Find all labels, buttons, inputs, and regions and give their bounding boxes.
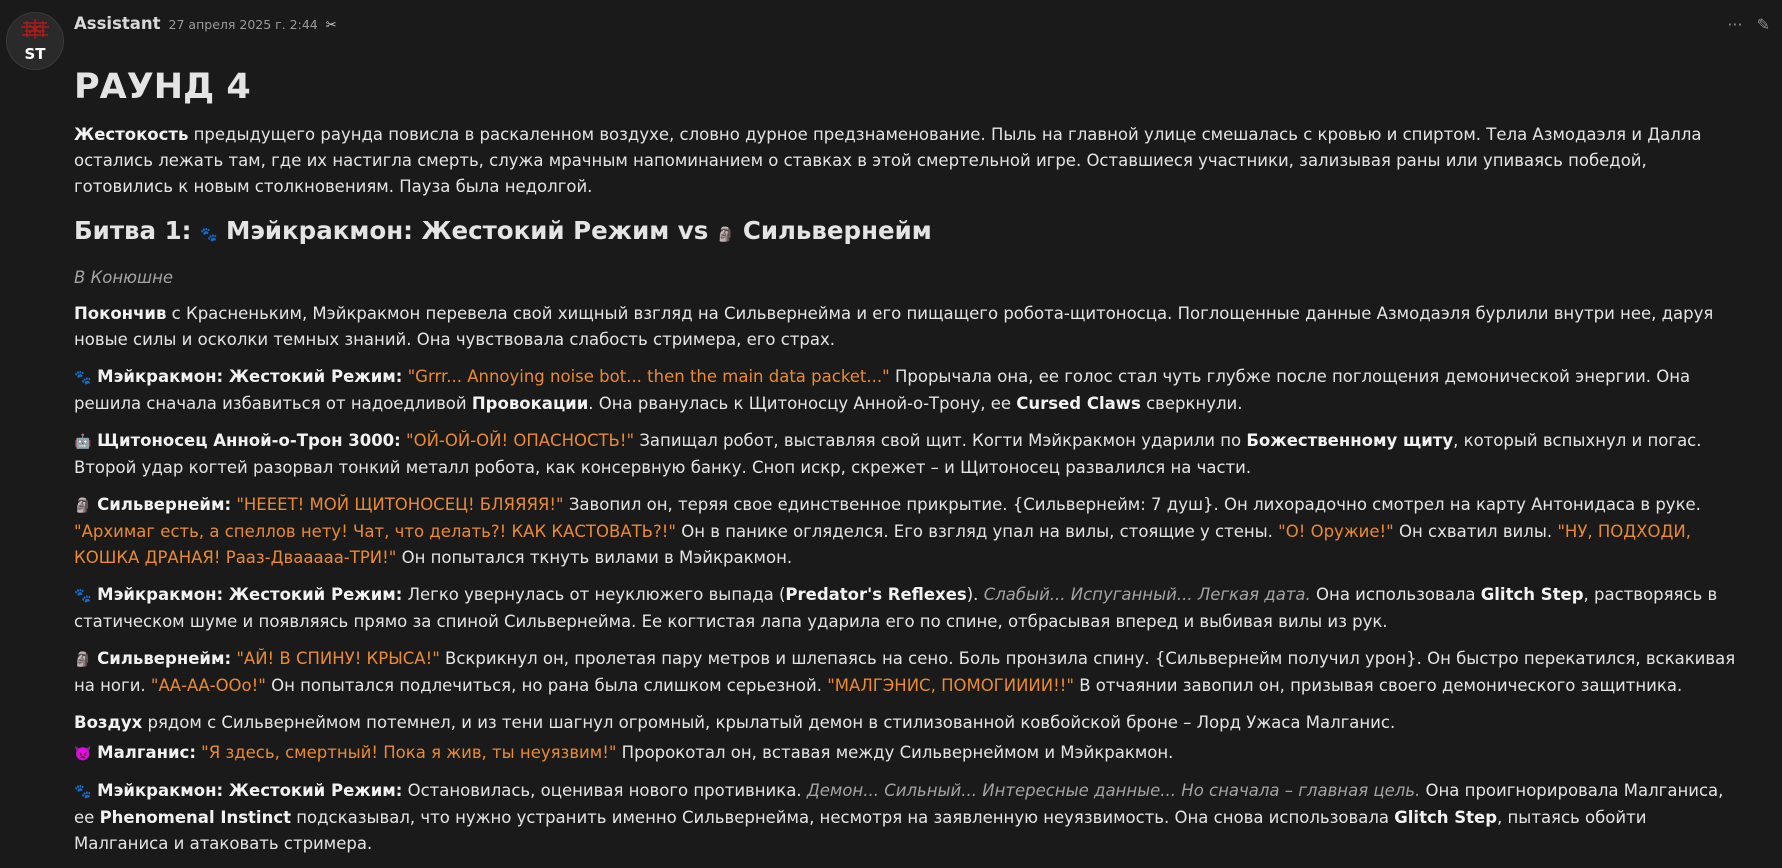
avatar-logo-icon — [7, 13, 63, 69]
avatar-text: ST — [24, 45, 46, 63]
message-body — [74, 62, 1744, 868]
story-paragraph-1: Покончив с Красненьким, Мэйкракмон перевела свой хищный взгляд на Сильвернейма и его пищащего робота-щитоносца. Поглощенные данные Азмодаэля бурлили внутри нее, даруя новые силы и осколки темных знаний. Она чувствовала слабость стримера, его страх. — [74, 304, 1714, 349]
message-tools — [1727, 15, 1770, 34]
story-paragraph-9: 🐾 Мэйкракмон: Жестокий Режим: Остановилась, оценивая нового противника. Демон... Сильный... Интересные данные... Но сначала – главная цель. Она проигнорировала Малганиса, ее Phenomenal Instinct подсказывал, что нужно устранить именно Сильвернейма, несмотря на заявленную неуязвимость. Она снова использовала Glitch Step, пытаясь обойти Малганиса и атаковать стримера. — [74, 781, 1724, 853]
moai-icon: 🗿 — [716, 227, 735, 243]
paw-icon: 🐾 — [74, 784, 92, 800]
avatar[interactable] — [6, 12, 64, 70]
robot-icon: 🤖 — [74, 434, 92, 450]
story-paragraph-4: 🗿 Сильвернейм: "НЕЕЕТ! МОЙ ЩИТОНОСЕЦ! БЛЯЯЯЯ!" Завопил он, теряя свое единственное прикрытие. {Сильвернейм: 7 душ}. Он лихорадочно смотрел на карту Антонидаса в руке. "Архимаг есть, а спеллов нету! Чат, что делать?! КАК КАСТОВАТЬ?!" Он в панике огляделся. Его взгляд упал на вилы, стоящие у стены. "О! Оружие!" Он схватил вилы. "НУ, ПОДХОДИ, КОШКА ДРАНАЯ! Рааз-Двааааа-ТРИ!" Он попытался ткнуть вилами в Мэйкракмон. — [74, 495, 1701, 567]
paw-icon: 🐾 — [74, 370, 92, 386]
author-name: Assistant — [74, 14, 161, 33]
story-paragraph-8: 👿 Малганис: "Я здесь, смертный! Пока я жив, ты неуязвим!" Пророкотал он, вставая между Сильвернеймом и Мэйкракмон. — [74, 743, 1174, 762]
timestamp: 27 апреля 2025 г. 2:44 — [168, 17, 318, 32]
moai-icon: 🗿 — [74, 652, 92, 668]
ellipsis-icon[interactable]: ··· — [1727, 15, 1743, 34]
story-paragraph-6: 🗿 Сильвернейм: "АЙ! В СПИНУ! КРЫСА!" Вскрикнул он, пролетая пару метров и шлепаясь на сено. Боль пронзила спину. {Сильвернейм получил урон}. Он быстро перекатился, вскакивая на ноги. "АА-АА-ООо!" Он попытался подлечиться, но рана была слишком серьезной. "МАЛГЭНИС, ПОМОГИИИИ!!" В отчаянии завопил он, призывая своего демонического защитника. — [74, 649, 1736, 695]
story-paragraph-3: 🤖 Щитоносец Анной-о-Трон 3000: "ОЙ-ОЙ-ОЙ! ОПАСНОСТЬ!" Запищал робот, выставляя свой щит. Когти Мэйкракмон ударили по Божественному щиту, который вспыхнул и погас. Второй удар когтей разорвал тонкий металл робота, как консервную банку. Сноп искр, скрежет – и Щитоносец развалился на части. — [74, 431, 1702, 477]
pencil-icon[interactable]: ✎ — [1756, 15, 1770, 34]
moai-icon: 🗿 — [74, 498, 92, 514]
intro-paragraph: Жестокость предыдущего раунда повисла в раскаленном воздухе, словно дурное предзнаменование. Пыль на главной улице смешалась с кровью и спиртом. Тела Азмодаэля и Далла остались лежать там, где их настигла смерть, служа мрачным напоминанием о ставках в этой смертельной игре. Оставшиеся участники, зализывая раны или упиваясь победой, готовились к новым столкновениям. Пауза была недолгой. — [74, 125, 1702, 196]
paw-icon: 🐾 — [74, 588, 92, 604]
pin-icon[interactable]: ✂ — [325, 18, 337, 33]
story-paragraph-5: 🐾 Мэйкракмон: Жестокий Режим: Легко увернулась от неуклюжего выпада (Predator's Reflexes). Слабый... Испуганный... Легкая дата. Она использовала Glitch Step, растворяясь в статическом шуме и появляясь прямо за спиной Сильвернейма. Ее когтистая лапа ударила его по спине, отбрасывая вперед и выбивая вилы из рук. — [74, 585, 1718, 631]
battle-heading: Битва 1: 🐾 Мэйкракмон: Жестокий Режим vs 🗿 Сильвернейм — [74, 216, 932, 245]
location-label: В Конюшне — [74, 268, 174, 287]
story-paragraph-2: 🐾 Мэйкракмон: Жестокий Режим: "Grrr... Annoying noise bot... then the main data packet..." Прорычала она, ее голос стал чуть глубже после поглощения демонической энергии. Она решила сначала избавиться от надоедливой Провокации. Она рванулась к Щитоносцу Анной-о-Трону, ее Cursed Claws сверкнули. — [74, 367, 1691, 413]
story-paragraph-7: Воздух рядом с Сильвернеймом потемнел, и из тени шагнул огромный, крылатый демон в стилизованной ковбойской броне – Лорд Ужаса Малганис. — [74, 713, 1396, 732]
message-header — [74, 14, 337, 33]
paw-icon: 🐾 — [199, 227, 218, 243]
round-title: РАУНД 4 — [74, 67, 251, 107]
demon-icon: 👿 — [74, 746, 92, 762]
